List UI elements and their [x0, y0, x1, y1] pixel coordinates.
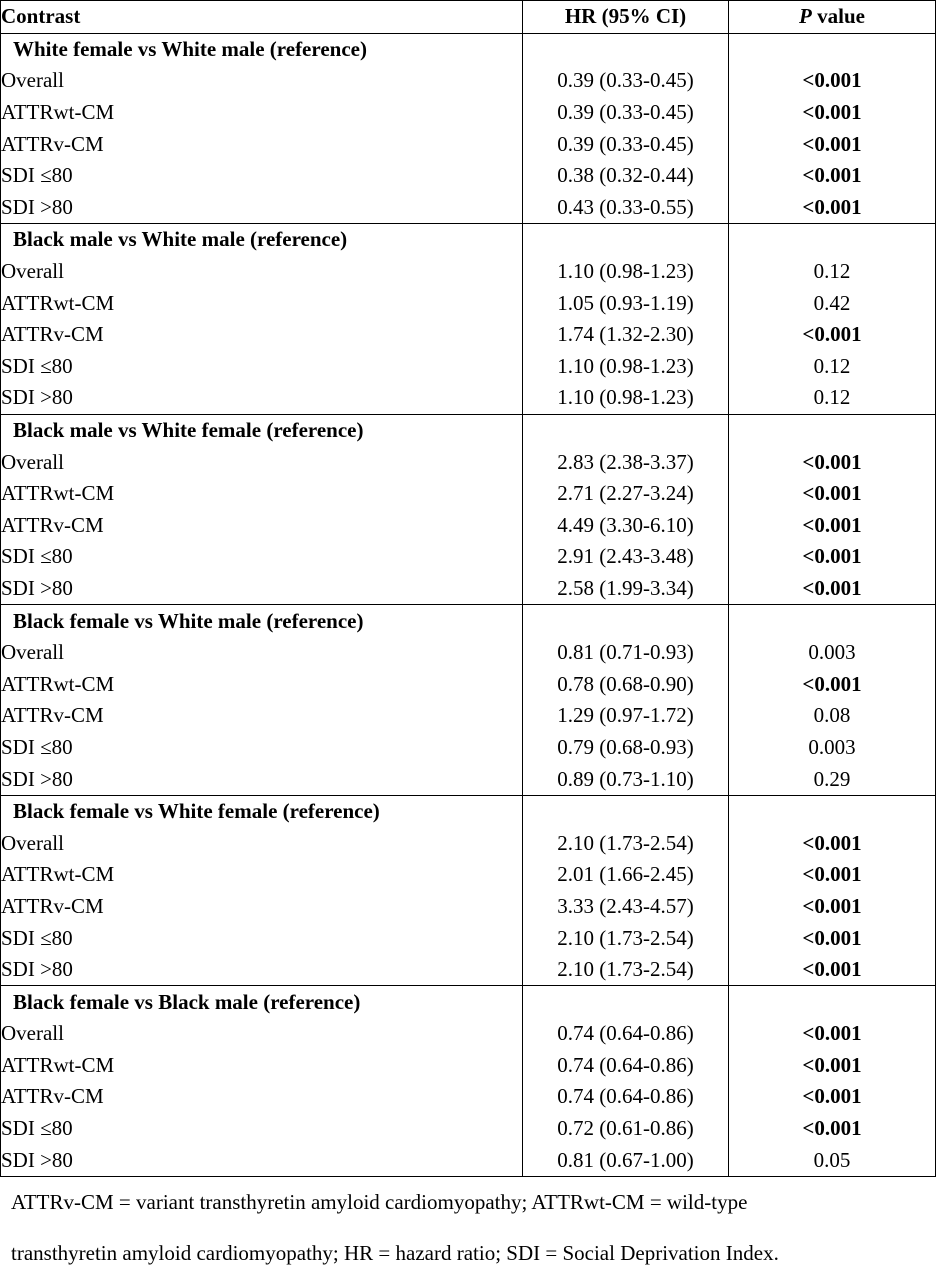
group-label: Black female vs White female (reference) [1, 795, 523, 827]
row-label: ATTRwt-CM [1, 478, 523, 510]
hr-ci-value: 0.89 (0.73-1.10) [523, 763, 729, 795]
p-value: <0.001 [729, 510, 936, 542]
header-p-value [729, 1, 936, 34]
hr-ci-value: 2.10 (1.73-2.54) [523, 922, 729, 954]
table-row [1, 160, 936, 192]
hr-ci-value: 0.39 (0.33-0.45) [523, 128, 729, 160]
row-label: ATTRwt-CM [1, 97, 523, 129]
row-label: ATTRv-CM [1, 1081, 523, 1113]
p-value: 0.12 [729, 256, 936, 288]
table-row [1, 541, 936, 573]
group-empty-hr-cell [523, 605, 729, 637]
header-contrast: Contrast [1, 1, 523, 34]
row-label: SDI ≤80 [1, 1113, 523, 1145]
footnote-line-2: transthyretin amyloid cardiomyopathy; HR = hazard ratio; SDI = Social Deprivation Index. [11, 1241, 779, 1265]
p-value: <0.001 [729, 128, 936, 160]
table-row [1, 700, 936, 732]
hr-ci-value: 1.10 (0.98-1.23) [523, 256, 729, 288]
p-value: <0.001 [729, 668, 936, 700]
p-value: <0.001 [729, 478, 936, 510]
hr-ci-value: 4.49 (3.30-6.10) [523, 510, 729, 542]
p-value: <0.001 [729, 859, 936, 891]
hr-ci-value: 0.43 (0.33-0.55) [523, 192, 729, 224]
table-row [1, 128, 936, 160]
table-row [1, 922, 936, 954]
p-value: <0.001 [729, 573, 936, 605]
hr-ci-value: 0.79 (0.68-0.93) [523, 732, 729, 764]
row-label: ATTRv-CM [1, 319, 523, 351]
table-row [1, 1144, 936, 1176]
p-value: <0.001 [729, 192, 936, 224]
hr-ci-value: 1.74 (1.32-2.30) [523, 319, 729, 351]
header-p-italic: P [799, 4, 812, 29]
group-empty-hr-cell [523, 795, 729, 827]
hr-ci-value: 0.78 (0.68-0.90) [523, 668, 729, 700]
p-value: <0.001 [729, 1018, 936, 1050]
p-value: 0.12 [729, 351, 936, 383]
group-header-row [1, 605, 936, 637]
group-header-row [1, 986, 936, 1018]
hr-ci-value: 0.74 (0.64-0.86) [523, 1050, 729, 1082]
table-row [1, 382, 936, 414]
hr-ci-value: 1.10 (0.98-1.23) [523, 382, 729, 414]
table-row [1, 510, 936, 542]
p-value: <0.001 [729, 541, 936, 573]
group-empty-p-cell [729, 414, 936, 446]
row-label: Overall [1, 1018, 523, 1050]
row-label: SDI >80 [1, 192, 523, 224]
group-header-row [1, 795, 936, 827]
p-value: <0.001 [729, 1113, 936, 1145]
table-row [1, 859, 936, 891]
hr-ci-value: 2.58 (1.99-3.34) [523, 573, 729, 605]
p-value: 0.05 [729, 1144, 936, 1176]
p-value: <0.001 [729, 891, 936, 923]
p-value: 0.12 [729, 382, 936, 414]
hr-ci-value: 0.81 (0.67-1.00) [523, 1144, 729, 1176]
row-label: SDI ≤80 [1, 160, 523, 192]
table-row [1, 446, 936, 478]
table-row [1, 478, 936, 510]
group-empty-hr-cell [523, 986, 729, 1018]
p-value: 0.003 [729, 732, 936, 764]
hr-ci-value: 0.39 (0.33-0.45) [523, 97, 729, 129]
row-label: Overall [1, 65, 523, 97]
hr-ci-value: 0.74 (0.64-0.86) [523, 1018, 729, 1050]
table-header-row [1, 1, 936, 34]
p-value: 0.08 [729, 700, 936, 732]
row-label: SDI >80 [1, 573, 523, 605]
hr-ci-value: 0.72 (0.61-0.86) [523, 1113, 729, 1145]
hr-ci-value: 0.74 (0.64-0.86) [523, 1081, 729, 1113]
row-label: ATTRwt-CM [1, 287, 523, 319]
header-p-rest: value [811, 4, 865, 29]
row-label: Overall [1, 446, 523, 478]
p-value: <0.001 [729, 922, 936, 954]
hr-ci-value: 0.81 (0.71-0.93) [523, 637, 729, 669]
table-row [1, 287, 936, 319]
table-row [1, 573, 936, 605]
p-value: <0.001 [729, 319, 936, 351]
table-row [1, 763, 936, 795]
hr-ci-value: 2.83 (2.38-3.37) [523, 446, 729, 478]
row-label: SDI >80 [1, 954, 523, 986]
group-label: Black male vs White female (reference) [1, 414, 523, 446]
p-value: <0.001 [729, 1050, 936, 1082]
table-row [1, 192, 936, 224]
table-row [1, 97, 936, 129]
hr-ci-value: 2.01 (1.66-2.45) [523, 859, 729, 891]
row-label: SDI >80 [1, 763, 523, 795]
table-row [1, 1113, 936, 1145]
row-label: SDI ≤80 [1, 541, 523, 573]
hr-ci-value: 1.10 (0.98-1.23) [523, 351, 729, 383]
group-label: Black male vs White male (reference) [1, 224, 523, 256]
table-row [1, 319, 936, 351]
hr-ci-value: 0.38 (0.32-0.44) [523, 160, 729, 192]
group-empty-hr-cell [523, 33, 729, 65]
row-label: ATTRv-CM [1, 128, 523, 160]
row-label: SDI >80 [1, 1144, 523, 1176]
table-row [1, 351, 936, 383]
table-footnote [11, 1190, 926, 1265]
hr-ci-value: 3.33 (2.43-4.57) [523, 891, 729, 923]
row-label: ATTRv-CM [1, 510, 523, 542]
p-value: 0.29 [729, 763, 936, 795]
p-value: <0.001 [729, 97, 936, 129]
table-row [1, 1050, 936, 1082]
header-hr-ci: HR (95% CI) [523, 1, 729, 34]
group-empty-p-cell [729, 33, 936, 65]
row-label: ATTRwt-CM [1, 859, 523, 891]
table-row [1, 954, 936, 986]
p-value: <0.001 [729, 827, 936, 859]
group-label: Black female vs Black male (reference) [1, 986, 523, 1018]
group-empty-p-cell [729, 795, 936, 827]
p-value: <0.001 [729, 65, 936, 97]
table-body [1, 33, 936, 1176]
p-value: 0.003 [729, 637, 936, 669]
group-empty-p-cell [729, 224, 936, 256]
row-label: SDI >80 [1, 382, 523, 414]
hr-ci-value: 2.10 (1.73-2.54) [523, 827, 729, 859]
group-empty-hr-cell [523, 414, 729, 446]
row-label: Overall [1, 256, 523, 288]
p-value: <0.001 [729, 446, 936, 478]
table-row [1, 65, 936, 97]
row-label: ATTRv-CM [1, 700, 523, 732]
hr-ci-value: 1.05 (0.93-1.19) [523, 287, 729, 319]
group-header-row [1, 33, 936, 65]
footnote-line-1: ATTRv-CM = variant transthyretin amyloid cardiomyopathy; ATTRwt-CM = wild-type [11, 1190, 748, 1214]
table-row [1, 891, 936, 923]
row-label: Overall [1, 827, 523, 859]
group-empty-p-cell [729, 605, 936, 637]
group-empty-hr-cell [523, 224, 729, 256]
group-header-row [1, 224, 936, 256]
p-value: <0.001 [729, 160, 936, 192]
hr-ci-value: 1.29 (0.97-1.72) [523, 700, 729, 732]
table-row [1, 1081, 936, 1113]
hr-ci-value: 2.91 (2.43-3.48) [523, 541, 729, 573]
group-label: Black female vs White male (reference) [1, 605, 523, 637]
hr-ci-value: 0.39 (0.33-0.45) [523, 65, 729, 97]
row-label: ATTRwt-CM [1, 1050, 523, 1082]
group-header-row [1, 414, 936, 446]
hr-ci-value: 2.71 (2.27-3.24) [523, 478, 729, 510]
row-label: Overall [1, 637, 523, 669]
table-row [1, 256, 936, 288]
table-row [1, 732, 936, 764]
row-label: SDI ≤80 [1, 732, 523, 764]
row-label: ATTRwt-CM [1, 668, 523, 700]
table-row [1, 1018, 936, 1050]
table-row [1, 827, 936, 859]
row-label: SDI ≤80 [1, 351, 523, 383]
group-empty-p-cell [729, 986, 936, 1018]
hr-ci-value: 2.10 (1.73-2.54) [523, 954, 729, 986]
row-label: SDI ≤80 [1, 922, 523, 954]
table-row [1, 668, 936, 700]
group-label: White female vs White male (reference) [1, 33, 523, 65]
row-label: ATTRv-CM [1, 891, 523, 923]
p-value: <0.001 [729, 954, 936, 986]
table-row [1, 637, 936, 669]
p-value: 0.42 [729, 287, 936, 319]
p-value: <0.001 [729, 1081, 936, 1113]
